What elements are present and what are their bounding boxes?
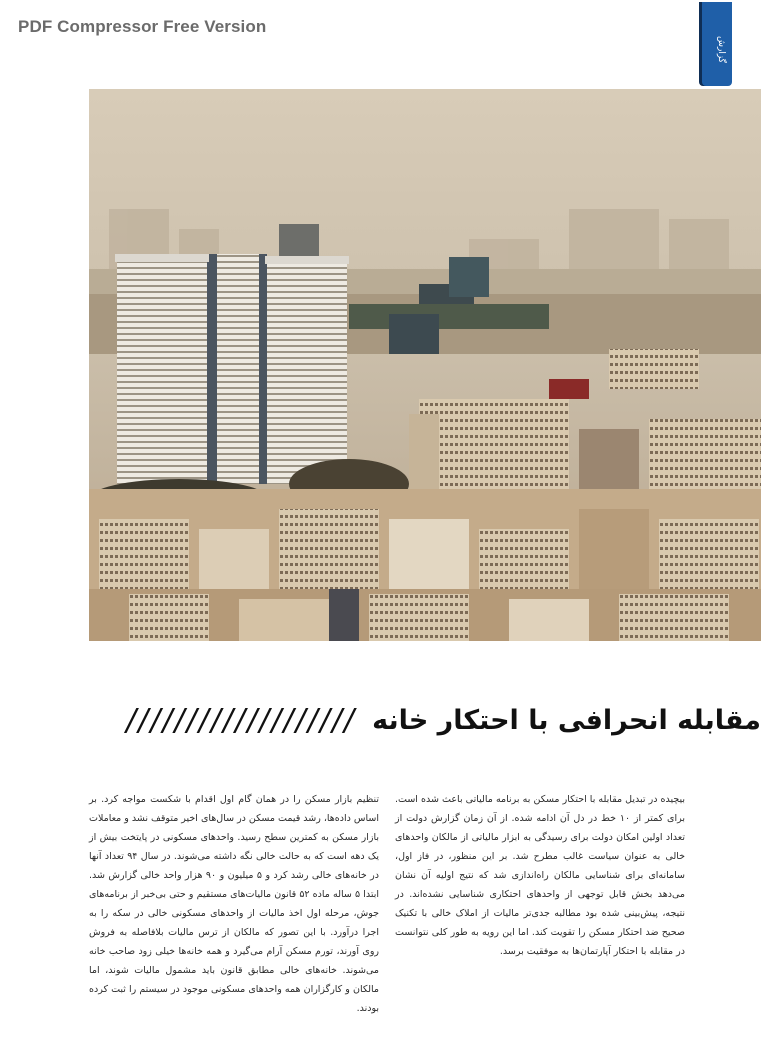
article-column-right: بیچیده در تبدیل مقابله با احتکار مسکن به برنامه مالیاتی باعث شده است. برای کمتر از ۱۰ خط در دل آن ادامه شده. از آن زمان گزارش دولت از تعداد اولین امکان دولت برای رسیدگی به ابزار مالیاتی از مالکان واحدهای خالی به عنوان سیاست غالب مطرح شد. بر این منظور، در فاز اول، سامانه‌ای برای شناسایی مالکان راه‌اندازی شد که نتیج اولیه آن نشان می‌دهد بخش قابل توجهی از واحدهای احتکاری شناسایی نشده‌اند. در نتیجه، پیش‌بینی شده بود مطالبه جدی‌تر مالیات از املاک خالی با تکنیک صحیح ضد احتکار مسکن را تقویت کند. اما این رویه به طور کلی نتوانست در مقابله با احتکار آپارتمان‌ها به موفقیت برسد. [395, 794, 685, 957]
city-skyline-illustration [89, 89, 761, 641]
pdf-compressor-watermark: PDF Compressor Free Version [18, 17, 267, 36]
headline-title: مقابله انحرافی با احتکار خانه [372, 704, 761, 736]
headline-slash-rule: /////////////////// [126, 702, 357, 738]
section-tab-label: گزارش [716, 36, 726, 64]
article-headline [89, 698, 761, 742]
article-column-left: تنظیم بازار مسکن را در همان گام اول اقدام با شکست مواجه کرد. بر اساس داده‌ها، رشد قیمت مسکن در سال‌های اخیر متوقف نشد و معاملات بازار مسکن به کمترین سطح رسید. واحدهای مسکونی در پایتخت بیش از یک دهه است که به حالت خالی نگه داشته می‌شوند. در سال ۹۴ تعداد آنها در خانه‌های خالی رشد کرد و ۵ میلیون و ۹۰ هزار واحد خالی گزارش شد. ابتدا ۵ ساله ماده ۵۲ قانون مالیات‌های مستقیم و حتی بی‌خبر از برنامه‌های جوش، مرحله اول اخذ مالیات از واحدهای مسکونی خالی در سکه را به اجرا درآورد. با این تصور که مالکان از ترس مالیات بلافاصله به فروش روی آورند، تورم مسکن آرام می‌گیرد و همه خانه‌ها خیلی زود صاحب خانه می‌شوند. خانه‌های خالی مطابق قانون باید مشمول مالیات شوند، اما مالکان و کارگزاران همه واحدهای مسکونی موجود در سیستم را ثبت کرده بودند. [89, 794, 380, 1014]
city-skyline-photo [89, 89, 761, 641]
section-tab [702, 2, 732, 86]
